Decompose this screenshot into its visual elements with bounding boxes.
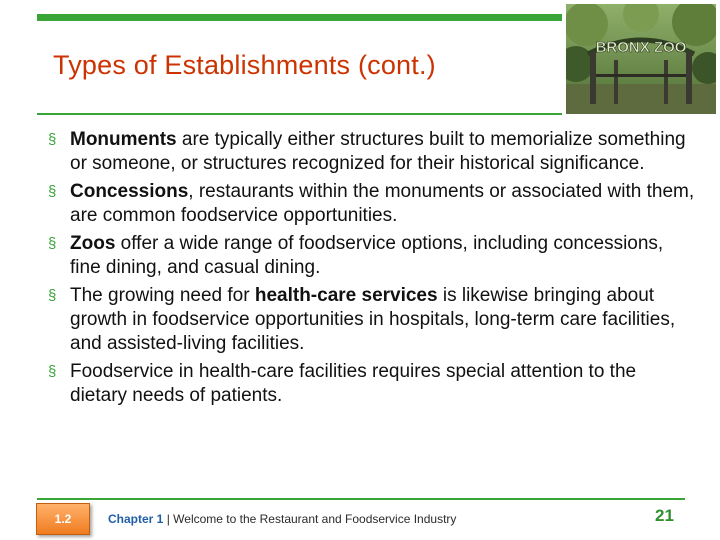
bullet-text: is likewise bringing about growth in foodservice opportunities in hospitals, long-term care facilities, and assisted-living facilities. [70, 285, 676, 354]
section-badge: 1.2 [36, 503, 90, 535]
bullet-text: are typically either structures built to memorialize something or someone, or structures recognized for their historical significance. [70, 129, 686, 174]
bullet-text: Foodservice in health-care facilities requires special attention to the dietary needs of patients. [70, 361, 637, 406]
footer-divider [37, 498, 685, 500]
bullet-item [48, 284, 698, 356]
bullet-marker: § [48, 287, 57, 304]
top-accent-bar [37, 14, 562, 21]
bullet-text: offer a wide range of foodservice options, including concessions, fine dining, and casual dining. [70, 233, 664, 278]
bullet-list [48, 128, 698, 412]
page-number: 21 [655, 506, 674, 525]
bullet-bold-term: Zoos [70, 233, 116, 254]
bullet-marker: § [48, 235, 57, 252]
bullet-marker: § [48, 131, 57, 148]
zoo-sign-text: BRONX ZOO [595, 39, 687, 56]
bullet-bold-term: Monuments [70, 129, 177, 150]
bullet-bold-term: Concessions [70, 181, 189, 202]
title-divider [37, 113, 562, 115]
footer-caption [108, 512, 456, 526]
bullet-item [48, 360, 698, 408]
bullet-text-lead: The growing need for [70, 285, 255, 306]
footer-course-title: Welcome to the Restaurant and Foodservice Industry [173, 512, 457, 526]
bullet-item [48, 128, 698, 176]
bronx-zoo-photo [566, 4, 716, 114]
bullet-marker: § [48, 183, 57, 200]
footer-separator: | [163, 512, 174, 526]
bullet-bold-term: health-care services [254, 285, 438, 306]
bullet-text: , restaurants within the monuments or associated with them, are common foodservice opportunities. [70, 181, 695, 226]
footer-chapter: Chapter 1 [108, 512, 164, 526]
bronx-zoo-gate-image [566, 4, 716, 114]
bullet-item [48, 180, 698, 228]
bullet-marker: § [48, 363, 57, 380]
bullet-item [48, 232, 698, 280]
slide-title: Types of Establishments (cont.) [53, 50, 436, 80]
